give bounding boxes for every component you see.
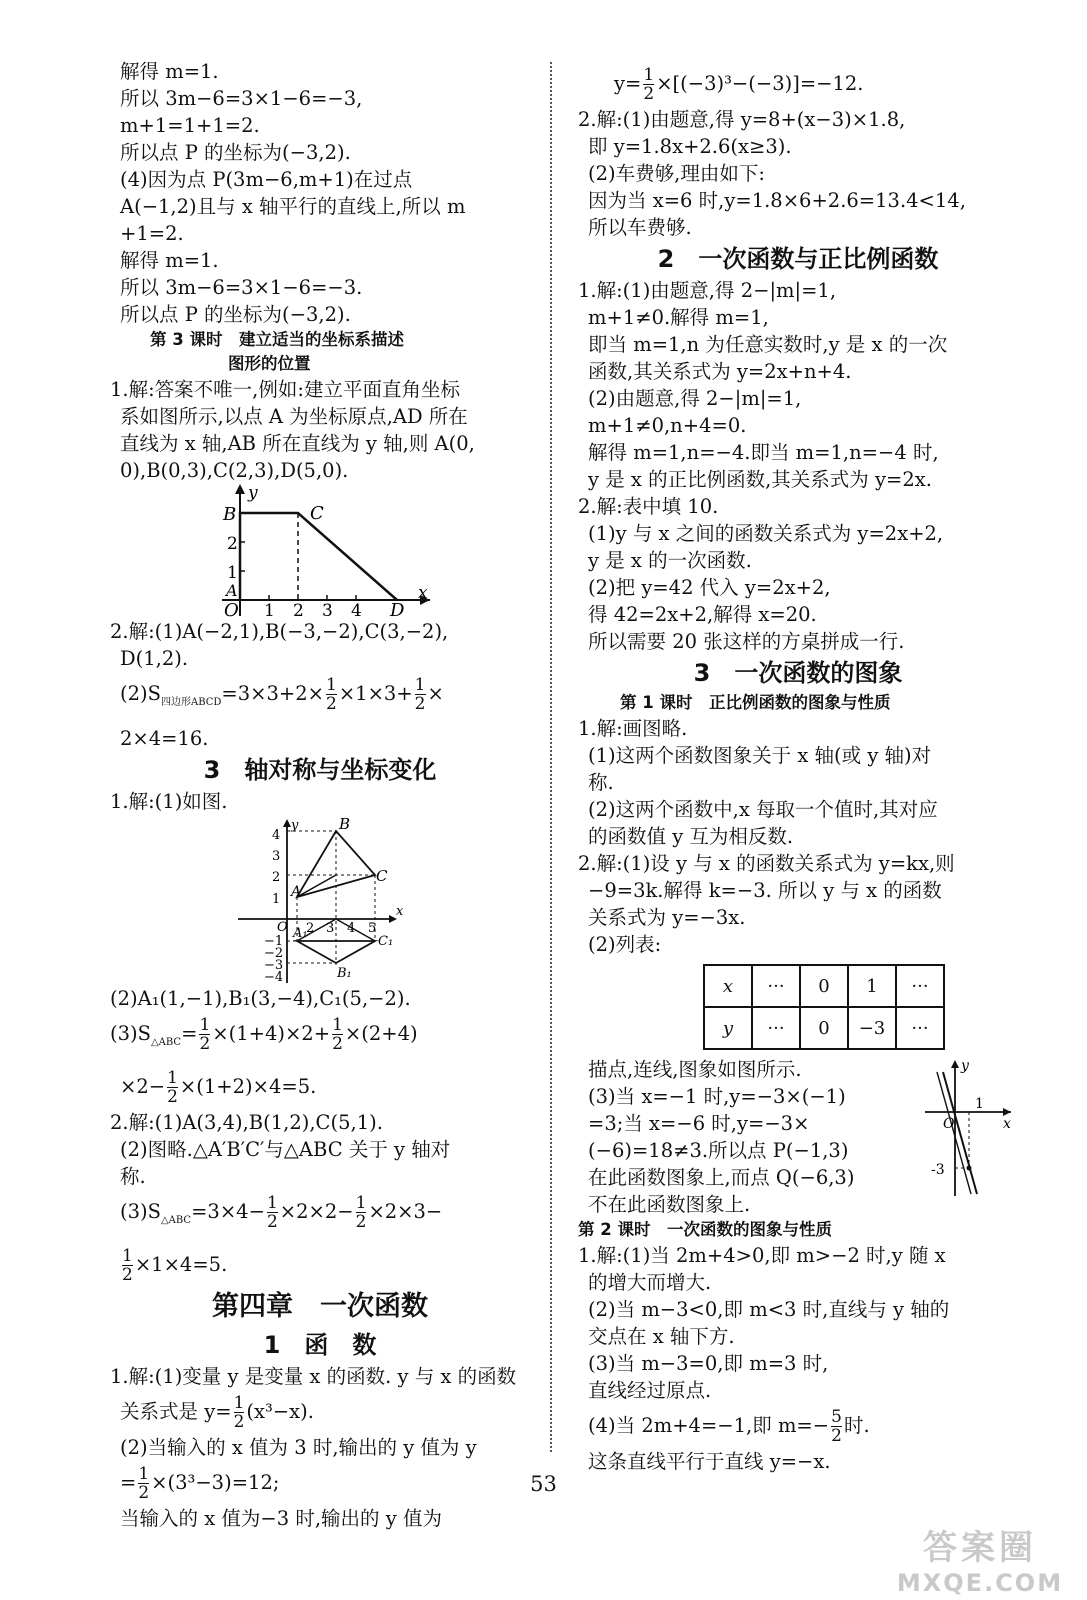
formula-line bbox=[110, 1243, 530, 1287]
text-line: (1)这两个函数图象关于 x 轴(或 y 轴)对 bbox=[588, 744, 932, 767]
text-line: 2.解:表中填 10. bbox=[578, 495, 719, 518]
point-label: A bbox=[226, 581, 238, 600]
text-line: 的函数值 y 互为相反数. bbox=[588, 825, 794, 848]
text-line: 函数,其关系式为 y=2x+n+4. bbox=[588, 360, 852, 383]
tick-label: 1 bbox=[272, 891, 281, 907]
section-heading: 1 函 数 bbox=[263, 1330, 377, 1359]
value-table bbox=[703, 964, 945, 1050]
formula-part: 时. bbox=[843, 1414, 870, 1437]
text-line: 当输入的 x 值为−3 时,输出的 y 值为 bbox=[120, 1506, 442, 1530]
tick-label: 1 bbox=[975, 1096, 984, 1112]
formula-part: = bbox=[120, 1470, 137, 1494]
text-line: (2)A₁(1,−1),B₁(3,−4),C₁(5,−2). bbox=[110, 986, 411, 1010]
fraction: $\frac{1}{2}$ bbox=[266, 1192, 278, 1232]
section-heading: 3 轴对称与坐标变化 bbox=[203, 755, 437, 784]
table-row bbox=[704, 1007, 944, 1049]
text-line: (3)当 m−3=0,即 m=3 时, bbox=[588, 1352, 829, 1375]
formula-part: ×(3³−3)=12; bbox=[151, 1470, 280, 1494]
point-label: C₁ bbox=[378, 933, 394, 949]
tick-label: 2 bbox=[272, 869, 281, 885]
text-line: 解得 m=1. bbox=[120, 60, 219, 83]
section-heading: 3 一次函数的图象 bbox=[693, 659, 903, 687]
formula-part: = bbox=[181, 1021, 198, 1045]
text-line: 称. bbox=[588, 771, 614, 794]
text-line: m+1≠0.解得 m=1, bbox=[588, 306, 769, 329]
text-line: (2)图略.△A′B′C′与△ABC 关于 y 轴对 bbox=[120, 1137, 451, 1161]
table-cell: ··· bbox=[896, 965, 944, 1007]
axis-label-x: x bbox=[1003, 1116, 1011, 1132]
formula-part: (4)当 2m+4=−1,即 m=− bbox=[588, 1414, 830, 1437]
figure-line-y-neg3x bbox=[923, 1058, 1013, 1198]
point-label: B bbox=[223, 504, 237, 525]
text-line: 在此函数图象上,而点 Q(−6,3) bbox=[588, 1166, 855, 1189]
text-line: −9=3k.解得 k=−3. 所以 y 与 x 的函数 bbox=[588, 879, 942, 902]
formula-part: × bbox=[427, 682, 444, 705]
text-line: 1.解:(1)变量 y 是变量 x 的函数. y 与 x 的函数 bbox=[110, 1364, 517, 1388]
tick-label: 4 bbox=[272, 827, 281, 843]
table-cell: ··· bbox=[752, 965, 800, 1007]
formula-part: (3)S bbox=[120, 1199, 161, 1223]
origin-label: O bbox=[943, 1116, 955, 1132]
point-label: B₁ bbox=[337, 965, 352, 981]
text-line: (4)因为点 P(3m−6,m+1)在过点 bbox=[120, 168, 413, 191]
text-line: y 是 x 的一次函数. bbox=[588, 549, 752, 572]
fraction: $\frac{5}{2}$ bbox=[831, 1407, 842, 1446]
text-line: D(1,2). bbox=[120, 647, 189, 670]
text-line: =3;当 x=−6 时,y=−3× bbox=[588, 1112, 810, 1135]
formula-part: y= bbox=[614, 72, 642, 95]
text-line: 1.解:画图略. bbox=[578, 717, 688, 740]
watermark-logo: 答案圈 MXQE.COM bbox=[896, 1528, 1064, 1597]
fraction: $\frac{1}{2}$ bbox=[355, 1192, 367, 1232]
text-line: m+1=1+1=2. bbox=[120, 114, 260, 137]
text-line: 即 y=1.8x+2.6(x≥3). bbox=[588, 135, 792, 158]
formula-line bbox=[110, 1065, 530, 1109]
text-line: 这条直线平行于直线 y=−x. bbox=[588, 1450, 831, 1473]
formula-part: (2)S bbox=[120, 682, 161, 705]
formula-part: (x³−x). bbox=[246, 1399, 314, 1423]
point-label: B bbox=[339, 814, 351, 833]
text-line: 的增大而增大. bbox=[588, 1271, 712, 1294]
formula-line bbox=[578, 62, 1018, 106]
origin-label: O bbox=[277, 919, 288, 935]
text-line: 交点在 x 轴下方. bbox=[588, 1325, 735, 1348]
formula-part: =3×3+2× bbox=[221, 682, 324, 705]
fraction: $\frac{1}{2}$ bbox=[414, 675, 426, 714]
graph-row bbox=[578, 1056, 1018, 1218]
text-line: (2)当输入的 x 值为 3 时,输出的 y 值为 y bbox=[120, 1435, 477, 1459]
tick-label: −4 bbox=[264, 969, 284, 985]
axis-label-y: y bbox=[248, 484, 258, 503]
text-line: 2.解:(1)由题意,得 y=8+(x−3)×1.8, bbox=[578, 108, 906, 131]
text-line: 系如图所示,以点 A 为坐标原点,AD 所在 bbox=[120, 405, 468, 428]
table-cell: x bbox=[704, 965, 752, 1007]
tick-label: 2 bbox=[306, 920, 315, 936]
point-label: C bbox=[310, 503, 324, 524]
tick-label: 4 bbox=[351, 601, 362, 618]
text-line: 得 42=2x+2,解得 x=20. bbox=[588, 603, 817, 626]
text-line: 所以 3m−6=3×1−6=−3, bbox=[120, 87, 363, 110]
lesson-heading-cont: 图形的位置 bbox=[228, 354, 311, 373]
chapter-heading: 第四章 一次函数 bbox=[212, 1290, 428, 1322]
axis-label-x: x bbox=[396, 903, 404, 919]
fraction: $\frac{1}{2}$ bbox=[122, 1245, 133, 1285]
text-line: 2.解:(1)设 y 与 x 的函数关系式为 y=kx,则 bbox=[578, 852, 955, 875]
text-line: 直线为 x 轴,AB 所在直线为 y 轴,则 A(0, bbox=[120, 432, 475, 455]
text-line: y 是 x 的正比例函数,其关系式为 y=2x. bbox=[588, 468, 932, 491]
right-column bbox=[578, 62, 1018, 1475]
text-line: 即当 m=1,n 为任意实数时,y 是 x 的一次 bbox=[588, 333, 948, 356]
lesson-heading: 第 1 课时 正比例函数的图象与性质 bbox=[620, 693, 891, 712]
formula-part: ×(1+2)×4=5. bbox=[179, 1074, 317, 1098]
fraction: $\frac{1}{2}$ bbox=[138, 1463, 150, 1503]
formula-line bbox=[578, 1404, 1018, 1448]
point-label: A bbox=[291, 883, 302, 900]
text-line: (2)由题意,得 2−|m|=1, bbox=[588, 387, 802, 410]
formula-line bbox=[110, 1190, 530, 1243]
text-line: 关系式为 y=−3x. bbox=[588, 906, 746, 929]
tick-label: 3 bbox=[326, 920, 335, 936]
fraction: $\frac{1}{2}$ bbox=[643, 65, 655, 104]
fraction: $\frac{1}{2}$ bbox=[326, 675, 337, 714]
tick-label: 1 bbox=[227, 563, 238, 583]
point-label: A₁ bbox=[293, 925, 308, 941]
section-heading: 2 一次函数与正比例函数 bbox=[657, 245, 939, 273]
formula-part: =3×4− bbox=[191, 1199, 265, 1223]
formula-sub: 四边形ABCD bbox=[160, 696, 222, 708]
text-line: 1.解:答案不唯一,例如:建立平面直角坐标 bbox=[110, 378, 460, 401]
axis-label-y: y bbox=[961, 1058, 969, 1074]
tick-label: 1 bbox=[264, 601, 275, 618]
fraction: $\frac{1}{2}$ bbox=[332, 1014, 343, 1054]
tick-label: 3 bbox=[322, 601, 333, 618]
text-line: 1.解:(1)当 2m+4>0,即 m>−2 时,y 随 x bbox=[578, 1244, 946, 1267]
lesson-heading: 第 2 课时 一次函数的图象与性质 bbox=[578, 1220, 832, 1239]
formula-line bbox=[110, 672, 530, 725]
text-line: 2×4=16. bbox=[120, 726, 209, 750]
text-line: 所以点 P 的坐标为(−3,2). bbox=[120, 141, 351, 164]
table-cell: ··· bbox=[752, 1007, 800, 1049]
formula-sub: △ABC bbox=[150, 1036, 182, 1048]
tick-label: -3 bbox=[931, 1162, 945, 1178]
tick-label: 4 bbox=[347, 920, 356, 936]
table-cell: y bbox=[704, 1007, 752, 1049]
text-line: 不在此函数图象上. bbox=[588, 1193, 751, 1216]
tick-label: −3 bbox=[264, 957, 284, 973]
text-line: 称. bbox=[120, 1164, 146, 1188]
table-cell: 1 bbox=[848, 965, 896, 1007]
formula-part: 关系式是 y= bbox=[120, 1399, 232, 1423]
formula-part: ×1×3+ bbox=[338, 682, 413, 705]
column-divider bbox=[550, 62, 552, 1452]
lesson-heading: 第 3 课时 建立适当的坐标系描述 bbox=[150, 330, 404, 349]
point-label: C bbox=[376, 866, 388, 885]
text-line: (2)这两个函数中,x 每取一个值时,其对应 bbox=[588, 798, 938, 821]
formula-part: ×2×2− bbox=[279, 1199, 354, 1223]
point-label: D bbox=[390, 600, 405, 618]
axis-label-y: y bbox=[291, 817, 299, 833]
text-line: 2.解:(1)A(−2,1),B(−3,−2),C(3,−2), bbox=[110, 620, 449, 643]
formula-line bbox=[110, 1012, 530, 1065]
fraction: $\frac{1}{2}$ bbox=[233, 1392, 245, 1432]
text-line: (2)当 m−3<0,即 m<3 时,直线与 y 轴的 bbox=[588, 1298, 950, 1321]
text-line: (1)y 与 x 之间的函数关系式为 y=2x+2, bbox=[588, 522, 944, 545]
figure-quadrilateral-abcd bbox=[110, 484, 530, 618]
text-line: A(−1,2)且与 x 轴平行的直线上,所以 m bbox=[120, 195, 466, 218]
text-line: 因为当 x=6 时,y=1.8×6+2.6=13.4<14, bbox=[588, 189, 966, 212]
table-cell: 0 bbox=[800, 1007, 848, 1049]
text-line: 描点,连线,图象如图所示. bbox=[588, 1058, 802, 1081]
text-line: 所以点 P 的坐标为(−3,2). bbox=[120, 303, 351, 326]
left-column bbox=[110, 58, 530, 1532]
text-line: 0),B(0,3),C(2,3),D(5,0). bbox=[120, 459, 349, 482]
text-line: (3)当 x=−1 时,y=−3×(−1) bbox=[588, 1085, 846, 1108]
origin-label: O bbox=[224, 600, 239, 618]
table-row bbox=[704, 965, 944, 1007]
fraction: $\frac{1}{2}$ bbox=[167, 1067, 178, 1107]
fraction: $\frac{1}{2}$ bbox=[199, 1014, 211, 1054]
text-line: +1=2. bbox=[120, 222, 184, 245]
formula-sub: △ABC bbox=[160, 1214, 192, 1226]
text-line: 2.解:(1)A(3,4),B(1,2),C(5,1). bbox=[110, 1110, 383, 1134]
tick-label: 2 bbox=[293, 601, 304, 618]
text-line: 解得 m=1. bbox=[120, 249, 219, 272]
text-line: 直线经过原点. bbox=[588, 1379, 712, 1402]
text-line: 1.解:(1)如图. bbox=[110, 789, 228, 813]
text-line: (2)车费够,理由如下: bbox=[588, 162, 765, 185]
table-cell: 0 bbox=[800, 965, 848, 1007]
formula-part: ×2− bbox=[120, 1074, 166, 1098]
text-line: 所以需要 20 张这样的方桌拼成一行. bbox=[588, 630, 905, 653]
formula-part: (3)S bbox=[110, 1021, 151, 1045]
tick-label: 5 bbox=[368, 920, 377, 936]
figure-axis-symmetry bbox=[110, 815, 530, 985]
formula-line bbox=[110, 1390, 530, 1434]
axis-label-x: x bbox=[418, 583, 428, 603]
table-cell: ··· bbox=[896, 1007, 944, 1049]
table-cell: −3 bbox=[848, 1007, 896, 1049]
text-line: (2)列表: bbox=[588, 933, 662, 956]
formula-part: ×1×4=5. bbox=[134, 1252, 228, 1276]
text-line: (2)把 y=42 代入 y=2x+2, bbox=[588, 576, 831, 599]
formula-part: ×(2+4) bbox=[344, 1021, 418, 1045]
formula-part: ×[(−3)³−(−3)]=−12. bbox=[656, 72, 864, 95]
tick-label: 3 bbox=[272, 848, 281, 864]
formula-part: ×2×3− bbox=[368, 1199, 443, 1223]
tick-label: −1 bbox=[264, 933, 284, 949]
tick-label: −2 bbox=[264, 945, 284, 961]
text-line: 所以 3m−6=3×1−6=−3. bbox=[120, 276, 363, 299]
text-line: m+1≠0,n+4=0. bbox=[588, 414, 747, 437]
tick-label: 2 bbox=[227, 534, 238, 554]
text-line: 1.解:(1)由题意,得 2−|m|=1, bbox=[578, 279, 837, 302]
text-line: (−6)=18≠3.所以点 P(−1,3) bbox=[588, 1139, 849, 1162]
text-line: 所以车费够. bbox=[588, 216, 692, 239]
page-number: 53 bbox=[530, 1472, 557, 1496]
text-line: 解得 m=1,n=−4.即当 m=1,n=−4 时, bbox=[588, 441, 939, 464]
formula-part: ×(1+4)×2+ bbox=[212, 1021, 331, 1045]
